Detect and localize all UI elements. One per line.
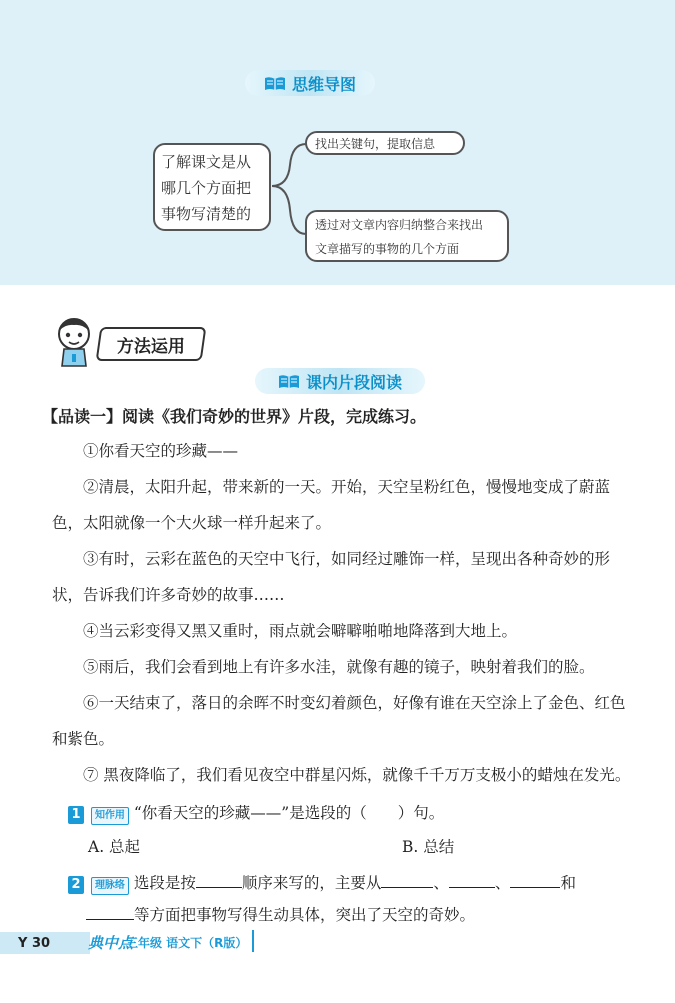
method-title-label: 方法运用 (117, 336, 185, 357)
question-2-line-2 (86, 903, 475, 925)
footer-divider (252, 930, 254, 952)
page-number: Y 30 (0, 932, 90, 954)
branch-2-line-1: 透过对文章内容归纳整合来找出 (315, 218, 484, 232)
question-1-number: 1 (68, 806, 84, 824)
footer-grade: 三年级 语文下（R版） (126, 936, 248, 950)
question-1-tag: 知作用 (91, 807, 129, 825)
passage-paragraph-4: ④当云彩变得又黑又重时，雨点就会噼噼啪啪地降落到大地上。 (83, 622, 518, 640)
question-1-option-b[interactable]: B. 总结 (402, 838, 455, 856)
question-1 (68, 801, 444, 825)
method-title (96, 327, 207, 361)
question-2-number: 2 (68, 876, 84, 894)
answer-blank-aspect-1[interactable] (381, 871, 433, 888)
question-2-sep-2: 、 (494, 874, 511, 892)
reading-tag-label: 课内片段阅读 (305, 372, 402, 392)
answer-blank-order[interactable] (196, 871, 242, 888)
answer-blank-aspect-2[interactable] (449, 871, 495, 888)
passage-paragraph-5: ⑤雨后，我们会看到地上有许多水洼，就像有趣的镜子，映射着我们的脸。 (83, 658, 595, 676)
mind-map-branch-2 (305, 210, 509, 262)
passage-paragraph-7: ⑦ 黑夜降临了，我们看见夜空中群星闪烁，就像千千万万支极小的蜡烛在发光。 (83, 766, 631, 784)
question-2-text-b: 顺序来写的，主要从 (241, 874, 382, 892)
question-2-tag: 理脉络 (91, 877, 129, 895)
mind-map-center-node (153, 143, 271, 231)
mind-map-branch-1 (305, 131, 465, 155)
passage-paragraph-1: ①你看天空的珍藏—— (83, 442, 239, 460)
branch-2-line-2: 文章描写的事物的几个方面 (315, 242, 460, 256)
boy-mascot-icon (52, 316, 100, 368)
open-book-icon (278, 374, 300, 389)
question-1-text: “你看天空的珍藏——”是选段的（ ）句。 (133, 804, 445, 822)
branch-1-text: 找出关键句，提取信息 (315, 137, 436, 151)
center-line-3: 事物写清楚的 (161, 205, 252, 223)
question-2-text-d: 等方面把事物写得生动具体，突出了天空的奇妙。 (134, 906, 476, 924)
question-2-text-c: 和 (560, 874, 576, 892)
passage-paragraph-3: ③有时，云彩在蓝色的天空中飞行，如同经过雕饰一样，呈现出各种奇妙的形状，告诉我们许多奇妙的故事…… (52, 550, 611, 604)
center-line-2: 哪几个方面把 (161, 179, 252, 197)
reading-passage (52, 433, 632, 793)
question-1-option-a[interactable]: A. 总起 (88, 838, 141, 856)
question-2-line-1 (68, 871, 576, 895)
passage-paragraph-6: ⑥一天结束了，落日的余晖不时变幻着颜色，好像有谁在天空涂上了金色、红色和紫色。 (52, 694, 626, 748)
mind-map-tag-label: 思维导图 (291, 74, 356, 94)
reading-heading: 【品读一】阅读《我们奇妙的世界》片段，完成练习。 (42, 407, 427, 426)
answer-blank-aspect-4[interactable] (86, 903, 134, 920)
open-book-icon (264, 76, 286, 91)
answer-blank-aspect-3[interactable] (510, 871, 560, 888)
passage-paragraph-2: ②清晨，太阳升起，带来新的一天。开始，天空呈粉红色，慢慢地变成了蔚蓝色，太阳就像一个大火球一样升起来了。 (52, 478, 611, 532)
mind-map-tag (245, 70, 375, 96)
reading-tag (255, 368, 425, 394)
center-line-1: 了解课文是从 (161, 153, 252, 171)
question-2-sep-1: 、 (433, 874, 449, 892)
question-2-text-a: 选段是按 (133, 874, 196, 892)
publisher-logo: 典中点 (88, 934, 134, 952)
